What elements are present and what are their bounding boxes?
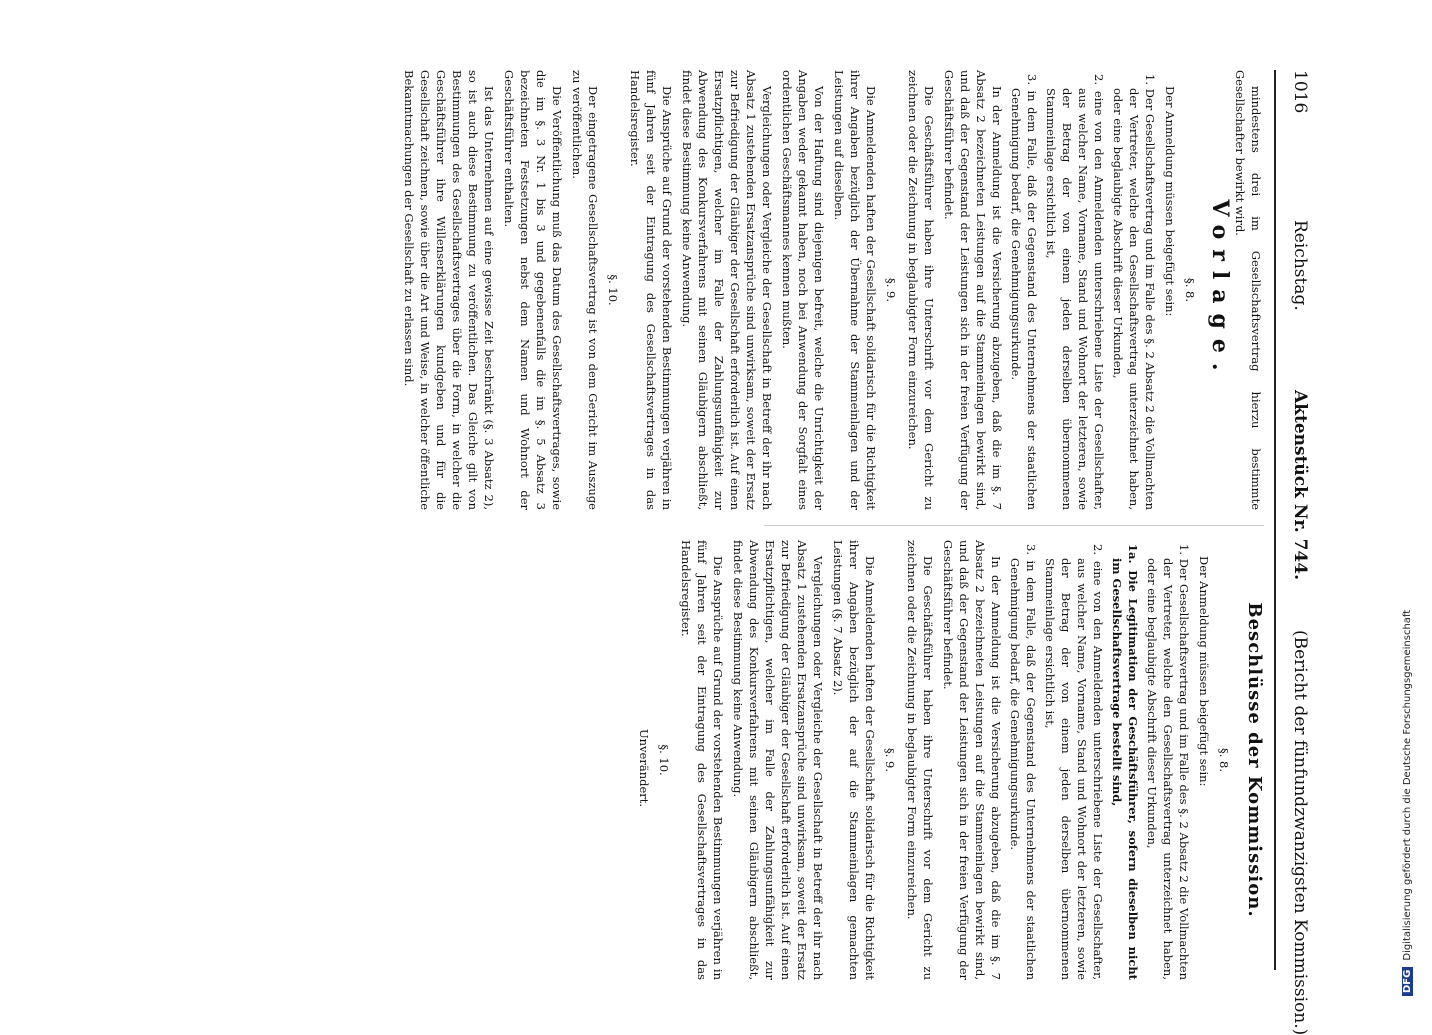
right-s8-item-2: 2. eine von den Anmeldenden unterschriebene Liste der Gesellschafter, aus welcher Name, Vorname, Stand und Wohnort der letzteren, sowie der Betrag der von einem jeden derselben übernommenen Stammeinlage ersichtlich ist, (1043, 544, 1105, 980)
dfg-logo: DFG (1402, 967, 1413, 996)
left-s9-para-1: Die Anmeldenden haften der Gesellschaft solidarisch für die Richtigkeit ihrer Angaben bezüglich der Übernahme der Stammeinlagen und der Leistungen auf dieselben. (832, 70, 878, 510)
column-divider (764, 525, 1264, 526)
document-body (90, 70, 1316, 1035)
left-s9-heading: §. 9. (884, 277, 898, 303)
left-s8-lead: Der Anmeldung müssen beigefügt sein: (1163, 86, 1177, 317)
left-intro: mindestens drei im Gesellschaftsvertrag hierzu bestimmte Gesellschafter bewirkt wird. (1233, 70, 1263, 510)
left-s10-para-2: Die Veröffentlichung muß das Datum des Gesellschaftsvertrages, sowie die im §. 3 Nr. 1 bis 3 und gegebenenfalls die im §. 5 Absatz 3 bezeichneten Festsetzungen nebst dem Namen und Wohnort der Geschäftsführer enthalten. (502, 70, 564, 510)
right-s9-para-4: Die Ansprüche auf Grund der vorstehenden Bestimmungen verjähren in fünf Jahren seit der Eintragung des Gesellschaftsvertrages in das Handelsregister. (679, 540, 725, 980)
right-s8-item-1: 1. Der Gesellschaftsvertrag und im Falle des §. 2 Absatz 2 die Vollmachten der Vertreter, welche den Gesellschaftsvertrag unterzeichnet haben, oder eine beglaubigte Abschrift dieser Urkunden, (1145, 544, 1191, 980)
digitization-credit-text: Digitalisierung gefördert durch die Deutsche Forschungsgemeinschaft (1402, 609, 1413, 961)
right-s10-heading: §. 10. (657, 744, 671, 776)
right-title: Beschlüsse der Kommission. (1244, 602, 1265, 918)
left-s8-heading: §. 8. (1183, 277, 1197, 303)
right-s8-item-3: 3. in dem Falle, daß der Gegenstand des Unternehmens der staatlichen Genehmigung bedarf, die Genehmigungsurkunde. (1008, 544, 1038, 980)
right-s9-para-3: Vergleichungen oder Vergleiche der Gesellschaft in Betreff der ihr nach Absatz 1 zustehenden Ersatzansprüche sind unwirksam, soweit der Ersatz zur Befriedigung der Gläubiger der Gesellschaft erforderlich ist. Auf einen Ersatzpflichtigen, welcher im Falle der Zahlungsunfähigkeit zur Abwendung des Konkursverfahrens mit seinen Gläubigern abschließt, findet diese Bestimmung keine Anwendung. (731, 540, 825, 980)
header-document: Aktenstück Nr. 744. (1290, 390, 1310, 581)
right-s9-heading: §. 9. (883, 747, 897, 773)
running-header (1276, 70, 1316, 1035)
left-s9-para-3: Vergleichungen oder Vergleiche der Gesellschaft in Betreff der ihr nach Absatz 1 zustehenden Ersatzansprüche sind unwirksam, soweit der Ersatz zur Befriedigung der Gläubiger der Gesellschaft erforderlich ist. Auf einen Ersatzpflichtigen, welcher im Falle der Zahlungsunfähigkeit zur Abwendung des Konkursverfahrens mit seinen Gläubigern abschließt, findet diese Bestimmung keine Anwendung. (680, 70, 774, 510)
left-s8-para-3: Die Geschäftsführer haben ihre Unterschrift vor dem Gericht zu zeichnen oder die Zeichnung in beglaubigter Form einzureichen. (906, 70, 936, 510)
left-title: Vorlage. (1207, 199, 1233, 381)
right-s8-lead: Der Anmeldung müssen beigefügt sein: (1197, 556, 1211, 787)
header-source: Reichstag. (1290, 220, 1310, 311)
left-s9-para-4: Die Ansprüche auf Grund der vorstehenden Bestimmungen verjähren in fünf Jahren seit der Eintragung des Gesellschaftsvertrages in das Handelsregister. (628, 70, 674, 510)
page-number: 1016 (1290, 70, 1310, 114)
right-s10-para-1: Unverändert. (637, 728, 651, 808)
column-vorlage (397, 70, 1264, 510)
right-s8-item-1a: 1a. Die Legitimation der Geschäftsführer, sofern dieselben nicht im Gesellschaftsvertrage bestellt sind, (1110, 544, 1140, 980)
left-s8-item-2: 2. eine von den Anmeldenden unterschriebene Liste der Gesellschafter, aus welcher Name, Vorname, Stand und Wohnort der letzteren, sowie der Betrag der von einem jeden derselben übernommenen Stammeinlage ersichtlich ist, (1044, 74, 1106, 510)
left-s8-item-1: 1. Der Gesellschaftsvertrag und im Falle des §. 2 Absatz 2 die Vollmachten der Vertreter, welche den Gesellschaftsvertrag unterzeichnet haben, oder eine beglaubigte Abschrift dieser Urkunden, (1111, 74, 1157, 510)
left-s8-item-3: 3. in dem Falle, daß der Gegenstand des Unternehmens der staatlichen Genehmigung bedarf, die Genehmigungsurkunde. (1009, 74, 1039, 510)
header-note: (Bericht der fünfundzwanzigsten Kommission.) (1290, 630, 1310, 1035)
right-s8-para-2: In der Anmeldung ist die Versicherung abzugeben, daß die im §. 7 Absatz 2 bezeichneten Leistungen auf die Stammeinlagen bewirkt sind, und daß der Gegenstand der Leistungen sich in der freien Verfügung der Geschäftsführer befindet. (941, 540, 1003, 980)
left-s10-para-3: Ist das Unternehmen auf eine gewisse Zeit beschränkt (§. 3 Absatz 2), so ist auch diese Bestimmung zu veröffentlichen. Das Gleiche gilt von Bestimmungen des Gesellschaftsvertrages über die Form, in welcher die Geschäftsführer ihre Willenserklärungen kundgeben und für die Gesellschaft zeichnen, sowie über die Art und Weise, in welcher öffentliche Bekanntmachungen der Gesellschaft zu erlassen sind. (402, 70, 496, 510)
left-s8-para-2: In der Anmeldung ist die Versicherung abzugeben, daß die im §. 7 Absatz 2 bezeichneten Leistungen auf die Stammeinlagen bewirkt sind, und daß der Gegenstand der Leistungen sich in der freien Verfügung der Geschäftsführer befindet. (942, 70, 1004, 510)
right-s8-heading: §. 8. (1217, 747, 1231, 773)
column-beschluesse (632, 540, 1264, 980)
left-s9-para-2: Von der Haftung sind diejenigen befreit, welche die Unrichtigkeit der Angaben weder gekannt haben, noch bei Anwendung der Sorgfalt eines ordentlichen Geschäftsmannes kennen mußten. (780, 70, 826, 510)
left-s10-para-1: Der eingetragene Gesellschaftsvertrag ist von dem Gericht im Auszuge zu veröffentlichen. (570, 70, 600, 510)
right-s9-para-1: Die Anmeldenden haften der Gesellschaft solidarisch für die Richtigkeit ihrer Angaben bezüglich der auf die Stammeinlagen gemachten Leistungen (§. 7 Absatz 2). (831, 540, 877, 980)
header-rule (1274, 70, 1276, 970)
left-s10-heading: §. 10. (606, 274, 620, 306)
digitization-credit (1402, 396, 1420, 996)
right-s8-para-3: Die Geschäftsführer haben ihre Unterschrift vor dem Gericht zu zeichnen oder die Zeichnung in beglaubigter Form einzureichen. (905, 540, 935, 980)
